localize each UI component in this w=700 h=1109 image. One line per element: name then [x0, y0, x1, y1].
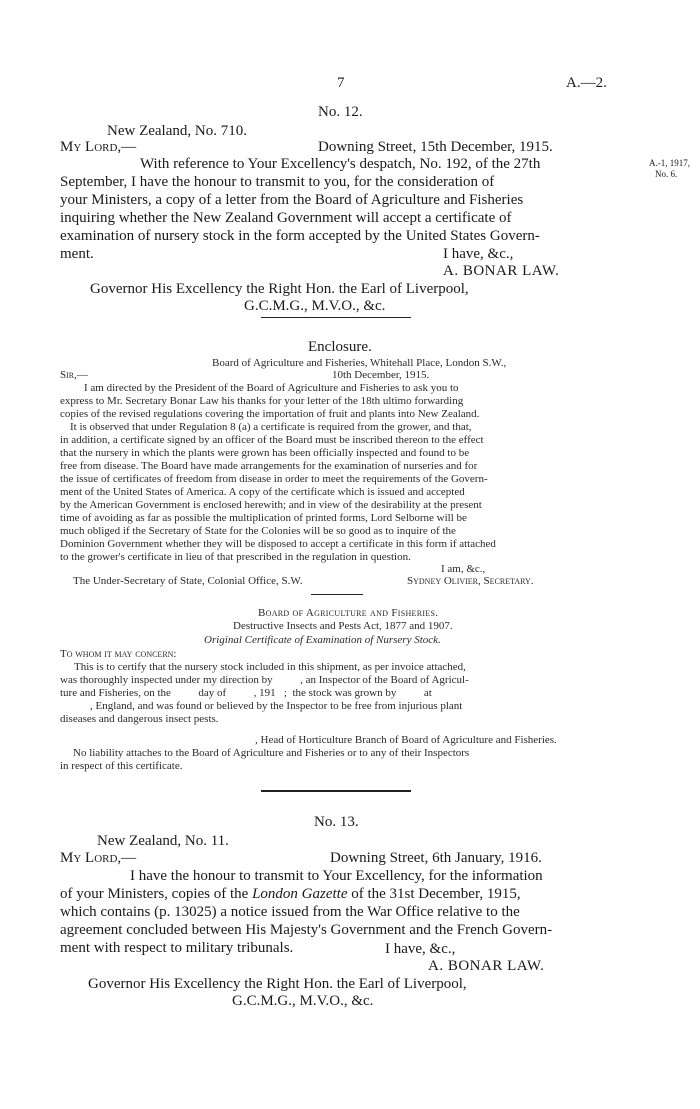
certificate-board: Board of Agriculture and Fisheries.: [258, 607, 439, 619]
nz-reference: New Zealand, No. 710.: [107, 123, 247, 139]
liability-note: No liability attaches to the Board of Agriculture and Fisheries or to any of their Inspectors: [73, 747, 470, 759]
closing: I am, &c.,: [441, 563, 486, 575]
body-line: inquiring whether the New Zealand Government will accept a certificate of: [60, 210, 512, 226]
salutation: My Lord,—: [60, 850, 137, 866]
body-line: in addition, a certificate signed by an officer of the Board must be inscribed thereon to the effect: [60, 434, 484, 446]
certificate-body: [60, 661, 648, 726]
addressee: Governor His Excellency the Right Hon. the Earl of Liverpool,: [90, 281, 469, 297]
margin-note: No. 6.: [655, 169, 678, 179]
addressee: Governor His Excellency the Right Hon. the Earl of Liverpool,: [88, 976, 467, 992]
sender-address: Board of Agriculture and Fisheries, Whitehall Place, London S.W.,: [212, 357, 507, 369]
body-line: examination of nursery stock in the form accepted by the United States Govern-: [60, 228, 540, 244]
page-number: 7: [337, 75, 345, 91]
letter-number: No. 12.: [318, 104, 363, 120]
certificate-head-line: , Head of Horticulture Branch of Board of Agriculture and Fisheries.: [255, 734, 557, 746]
body-line: ment of the United States of America. A copy of the certificate which is issued and accepted: [60, 486, 465, 498]
gazette-title: London Gazette: [252, 886, 348, 902]
body-line: I have the honour to transmit to Your Excellency, for the information: [130, 868, 543, 884]
body-line: diseases and dangerous insect pests.: [60, 713, 219, 725]
body-line: It is observed that under Regulation 8 (a) a certificate is required from the grower, and that,: [70, 421, 472, 433]
closing: I have, &c.,: [385, 941, 456, 957]
body-line: September, I have the honour to transmit to you, for the consideration of: [60, 174, 495, 190]
enclosure-title: Enclosure.: [308, 339, 372, 355]
body-line: , England, and was found or believed by the Inspector to be free from injurious plant: [90, 700, 463, 712]
nz-reference: New Zealand, No. 11.: [97, 833, 229, 849]
body-line: to the grower's certificate in lieu of that prescribed in the regulation in question.: [60, 551, 411, 563]
addressee-honours: G.C.M.G., M.V.O., &c.: [232, 993, 374, 1009]
letter-number: No. 13.: [314, 814, 359, 830]
letter-body: [60, 867, 646, 957]
body-line: Dominion Government whether they will be disposed to accept a certificate in this form if attached: [60, 538, 496, 550]
body-text: of your Ministers, copies of the: [60, 886, 253, 902]
addressee-honours: G.C.M.G., M.V.O., &c.: [244, 298, 386, 314]
salutation: Sir,—: [60, 369, 88, 381]
divider: [261, 790, 411, 792]
margin-note: A.-1, 1917,: [649, 158, 690, 168]
document-reference: A.—2.: [566, 75, 607, 91]
body-line: much obliged if the Secretary of State for the Colonies will be so good as to inquire of the: [60, 525, 456, 537]
body-line: that the nursery in which the plants were grown has been officially inspected and found to be: [60, 447, 470, 459]
letter-body: [60, 155, 646, 263]
body-text: of the 31st December, 1915,: [347, 886, 521, 902]
body-line: ture and Fisheries, on the day of , 191 ; the stock was grown by at: [60, 687, 432, 699]
body-line: which contains (p. 13025) a notice issued from the War Office relative to the: [60, 904, 520, 920]
body-line: your Ministers, a copy of a letter from the Board of Agriculture and Fisheries: [60, 192, 524, 208]
closing: I have, &c.,: [443, 246, 514, 262]
signature: Sydney Olivier, Secretary.: [407, 575, 534, 587]
signature: A. BONAR LAW.: [443, 263, 560, 279]
divider: [311, 594, 363, 595]
enclosure-body: [60, 382, 648, 564]
body-line: [60, 885, 646, 903]
body-line: With reference to Your Excellency's despatch, No. 192, of the 27th: [140, 156, 541, 172]
body-line: agreement concluded between His Majesty's Government and the French Govern-: [60, 922, 553, 938]
liability-note: in respect of this certificate.: [60, 760, 183, 772]
salutation: My Lord,—: [60, 139, 137, 155]
body-line: by the American Government is enclosed herewith; and in view of the desirability at the present: [60, 499, 482, 511]
divider: [261, 317, 411, 318]
body-line: express to Mr. Secretary Bonar Law his thanks for your letter of the 18th ultimo forwarding: [60, 395, 464, 407]
date-line: Downing Street, 15th December, 1915.: [318, 139, 553, 155]
body-line: I am directed by the President of the Board of Agriculture and Fisheries to ask you to: [84, 382, 459, 394]
body-line: This is to certify that the nursery stock included in this shipment, as per invoice attached,: [74, 661, 466, 673]
signature: A. BONAR LAW.: [428, 958, 545, 974]
body-line: copies of the revised regulations covering the importation of fruit and plants into New Zealand.: [60, 408, 480, 420]
body-line: the issue of certificates of freedom from disease in order to meet the requirements of the Govern-: [60, 473, 488, 485]
body-line: ment with respect to military tribunals.: [60, 940, 294, 956]
body-line: time of avoiding as far as possible the multiplication of printed forms, Lord Selborne will be: [60, 512, 467, 524]
certificate-opening: To whom it may concern:: [60, 648, 177, 660]
certificate-title: Original Certificate of Examination of Nursery Stock.: [204, 634, 441, 646]
body-line: was thoroughly inspected under my direction by , an Inspector of the Board of Agricul-: [60, 674, 469, 686]
body-line: free from disease. The Board have made arrangements for the examination of nurseries and for: [60, 460, 478, 472]
letter-date: 10th December, 1915.: [332, 369, 430, 381]
date-line: Downing Street, 6th January, 1916.: [330, 850, 542, 866]
recipient: The Under-Secretary of State, Colonial Office, S.W.: [73, 575, 303, 587]
certificate-act: Destructive Insects and Pests Act, 1877 and 1907.: [233, 620, 453, 632]
body-line: ment.: [60, 246, 94, 262]
